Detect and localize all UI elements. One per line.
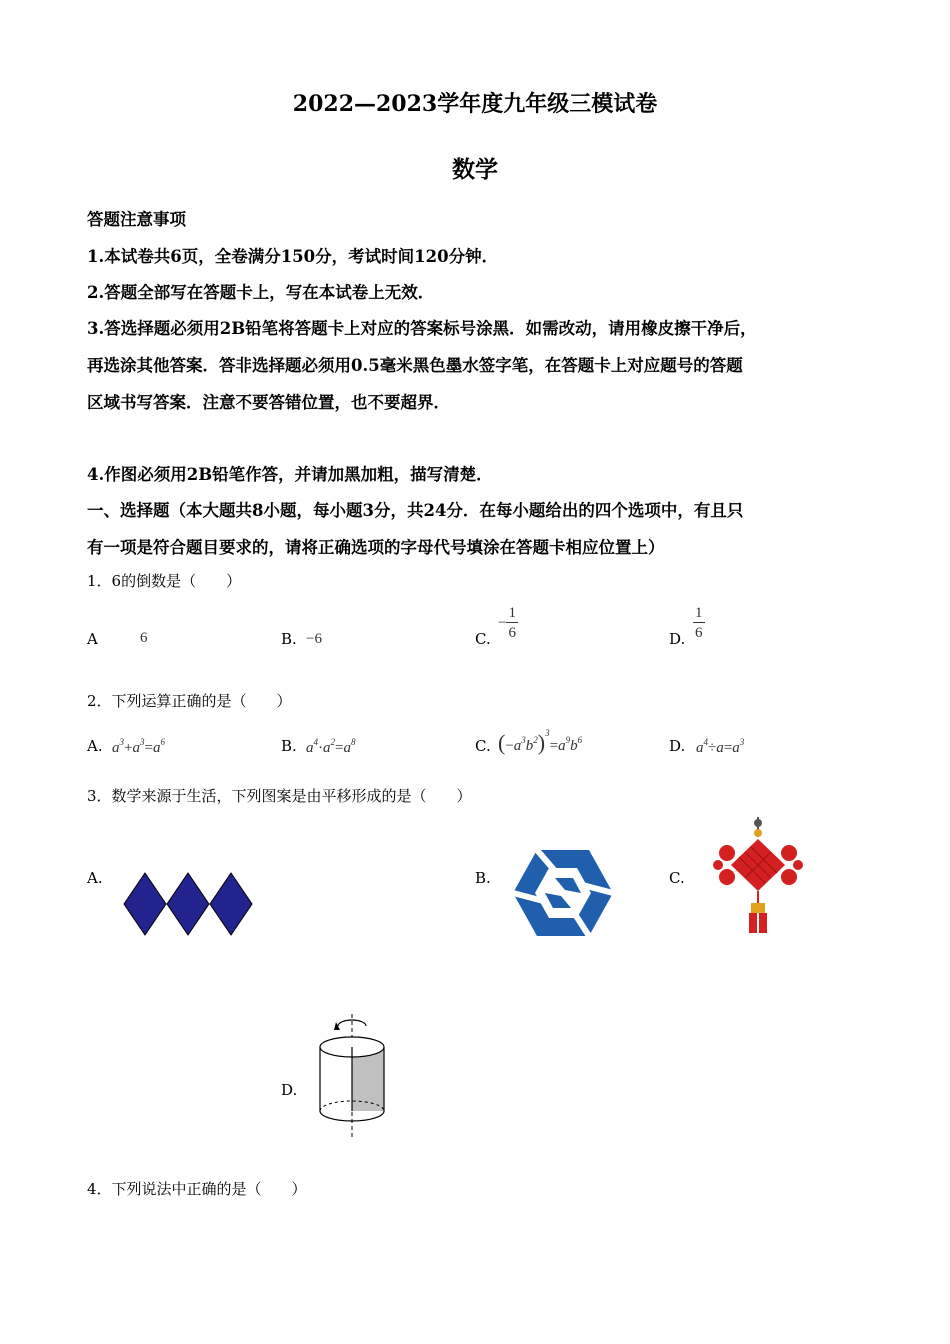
diamond-shape — [210, 873, 252, 935]
fraction-numerator: 1 — [695, 605, 703, 621]
note-item-3-line-1: 3.答选择题必须用2B铅笔将答题卡上对应的答案标号涂黑．如需改动，请用橡皮擦干净后， — [87, 319, 757, 338]
q1-option-b-label: B. — [281, 630, 297, 648]
q1-option-a-value: 6 — [140, 630, 148, 646]
section-1-line-1: 一、选择题（本大题共8小题，每小题3分，共24分．在每小题给出的四个选项中，有且只 — [87, 501, 744, 520]
q2-option-b-value: $a^4\cdot a^2=a^8$ — [306, 737, 356, 756]
question-3-stem: 3．数学来源于生活，下列图案是由平移形成的是（ ） — [87, 787, 472, 805]
fraction-denominator: 6 — [508, 625, 516, 641]
q2-option-d-label: D. — [669, 737, 686, 755]
hexagon-logo-figure — [511, 848, 615, 938]
diamond-shape — [124, 873, 166, 935]
notes-heading: 答题注意事项 — [87, 210, 186, 229]
subject-title: 数学 — [452, 156, 498, 183]
q3-option-b-label: B. — [475, 869, 491, 887]
q3-option-d-label: D. — [281, 1081, 298, 1099]
fraction-denominator: 6 — [695, 625, 703, 641]
fraction-numerator: 1 — [508, 605, 516, 621]
note-item-3-line-3: 区域书写答案．注意不要答错位置，也不要超界． — [87, 393, 450, 412]
fraction — [693, 604, 705, 643]
three-diamonds-figure — [124, 873, 256, 937]
note-item-1: 1.本试卷共6页，全卷满分150分，考试时间120分钟． — [87, 247, 499, 266]
q1-option-b-value: −6 — [306, 631, 322, 647]
q3-option-a-label: A. — [87, 869, 103, 887]
note-item-3-line-2: 再选涂其他答案．答非选择题必须用0.5毫米黑色墨水签字笔，在答题卡上对应题号的答题 — [87, 356, 743, 375]
note-item-2: 2.答题全部写在答题卡上，写在本试卷上无效． — [87, 283, 435, 302]
q1-option-d-value — [693, 604, 705, 643]
q2-option-b-label: B. — [281, 737, 297, 755]
minus-sign: − — [498, 615, 507, 631]
q2-option-c-value: $(-a^3b^2)^3=a^9b^6$ — [498, 728, 583, 755]
fraction — [506, 604, 518, 643]
diamond-shape — [167, 873, 209, 935]
question-2-stem: 2．下列运算正确的是（ ） — [87, 692, 292, 710]
q1-option-c-label: C. — [475, 630, 491, 648]
q2-option-c-label: C. — [475, 737, 491, 755]
note-item-4: 4.作图必须用2B铅笔作答，并请加黑加粗，描写清楚． — [87, 465, 493, 484]
q2-option-a-value: $a^3+a^3=a^6$ — [112, 737, 165, 756]
q2-option-a-label: A. — [87, 737, 103, 755]
rotating-cylinder-figure — [312, 1010, 392, 1140]
q3-option-c-label: C. — [669, 869, 685, 887]
question-1-stem: 1．6的倒数是（ ） — [87, 572, 242, 590]
exam-title: 2022—2023学年度九年级三模试卷 — [292, 91, 658, 117]
q1-option-c-value — [498, 604, 518, 643]
question-4-stem: 4．下列说法中正确的是（ ） — [87, 1180, 307, 1198]
q1-option-d-label: D. — [669, 630, 686, 648]
q2-option-d-value: $a^4\div a=a^3$ — [696, 737, 745, 756]
section-1-line-2: 有一项是符合题目要求的，请将正确选项的字母代号填涂在答题卡相应位置上） — [87, 538, 665, 557]
q1-option-a-label: A — [87, 630, 98, 648]
chinese-knot-figure — [713, 817, 803, 935]
